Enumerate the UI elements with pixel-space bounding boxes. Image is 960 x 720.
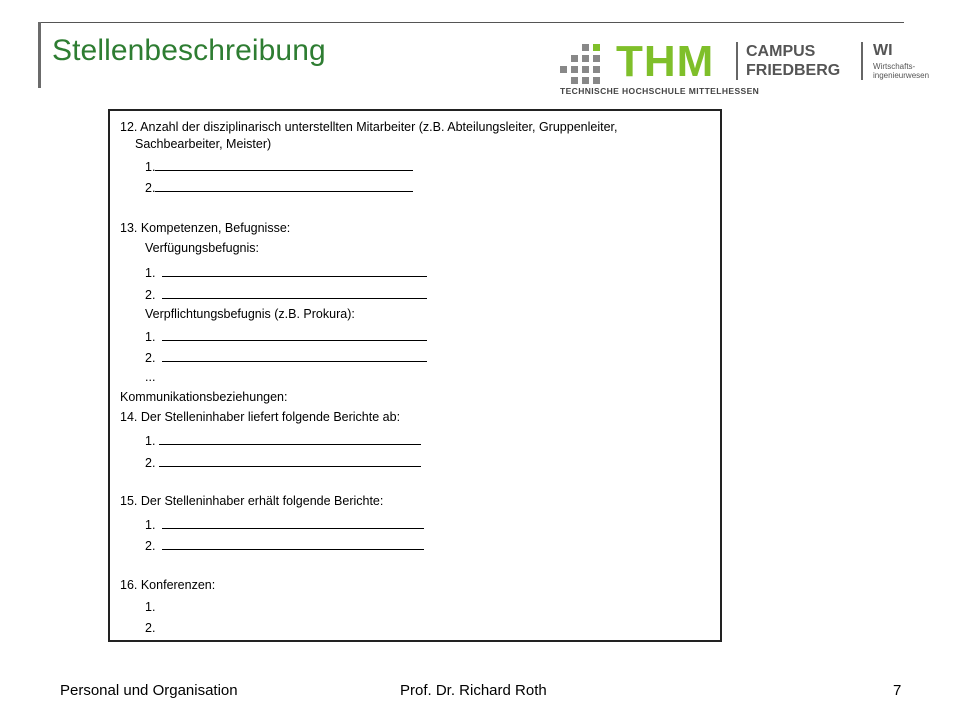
- footer-author: Prof. Dr. Richard Roth: [400, 682, 547, 699]
- q15-item: [145, 516, 424, 533]
- q12-text: 12. Anzahl der disziplinarisch unterstellten Mitarbeiter (z.B. Abteilungsleiter, Gruppenleiter,: [120, 120, 618, 134]
- blank-line[interactable]: [162, 349, 427, 362]
- blank-line[interactable]: [162, 516, 424, 529]
- blank-line[interactable]: [162, 328, 427, 341]
- item-number: 2.: [145, 181, 156, 195]
- logo-separator: [736, 42, 738, 80]
- q16-text: 16. Konferenzen:: [120, 578, 216, 592]
- logo-dept-sub2: ingenieurwesen: [873, 71, 930, 80]
- item-number: 1.: [145, 330, 156, 344]
- form-box: [108, 109, 722, 642]
- thm-logo: [560, 37, 940, 100]
- item-number: 1.: [145, 518, 156, 532]
- footer-course: Personal und Organisation: [60, 682, 238, 699]
- q15-text: 15. Der Stelleninhaber erhält folgende Berichte:: [120, 494, 384, 508]
- page-number: 7: [893, 682, 902, 699]
- q12-text-cont: Sachbearbeiter, Meister): [135, 137, 272, 151]
- q16-item: 1.: [145, 600, 156, 614]
- q14-text: 14. Der Stelleninhaber liefert folgende Berichte ab:: [120, 410, 401, 424]
- q13-item: [145, 264, 427, 281]
- logo-thm: THM: [616, 37, 715, 86]
- q13-item: [145, 349, 427, 366]
- top-rule: [38, 22, 904, 23]
- logo-campus-line2: FRIEDBERG: [746, 62, 841, 79]
- ellipsis: ...: [145, 370, 156, 384]
- logo-subtitle: TECHNISCHE HOCHSCHULE MITTELHESSEN: [560, 86, 760, 96]
- blank-line[interactable]: [155, 158, 413, 171]
- q14-item: [145, 454, 421, 471]
- logo-campus-line1: CAMPUS: [746, 43, 816, 60]
- q13-item: [145, 286, 427, 303]
- item-number: 1.: [145, 266, 156, 280]
- q15-item: [145, 537, 424, 554]
- blank-line[interactable]: [162, 286, 427, 299]
- logo-dept-subtitle: [873, 62, 929, 80]
- q13-item: [145, 328, 427, 345]
- item-number: 2.: [145, 351, 156, 365]
- logo-campus: [746, 42, 840, 80]
- item-number: 2.: [145, 288, 156, 302]
- blank-line[interactable]: [155, 179, 413, 192]
- q14-item: [145, 432, 421, 449]
- q13-text: 13. Kompetenzen, Befugnisse:: [120, 221, 291, 235]
- item-number: 2.: [145, 456, 156, 470]
- blank-line[interactable]: [159, 432, 421, 445]
- item-number: 1.: [145, 434, 156, 448]
- q12-item: [145, 158, 413, 175]
- q16-item: 2.: [145, 621, 156, 635]
- blank-line[interactable]: [159, 454, 421, 467]
- item-number: 2.: [145, 539, 156, 553]
- q13-sub-label: Verpflichtungsbefugnis (z.B. Prokura):: [145, 307, 355, 321]
- logo-dept-sub1: Wirtschafts-: [873, 62, 916, 71]
- item-number: 1.: [145, 160, 156, 174]
- left-rule: [38, 22, 41, 88]
- q13-sub-label: Verfügungsbefugnis:: [145, 241, 259, 255]
- logo-separator: [861, 42, 863, 80]
- section-heading: Kommunikationsbeziehungen:: [120, 390, 288, 404]
- blank-line[interactable]: [162, 264, 427, 277]
- blank-line[interactable]: [162, 537, 424, 550]
- logo-dept: WI: [873, 42, 893, 59]
- slide-title: Stellenbeschreibung: [52, 34, 326, 67]
- q12-item: [145, 179, 413, 196]
